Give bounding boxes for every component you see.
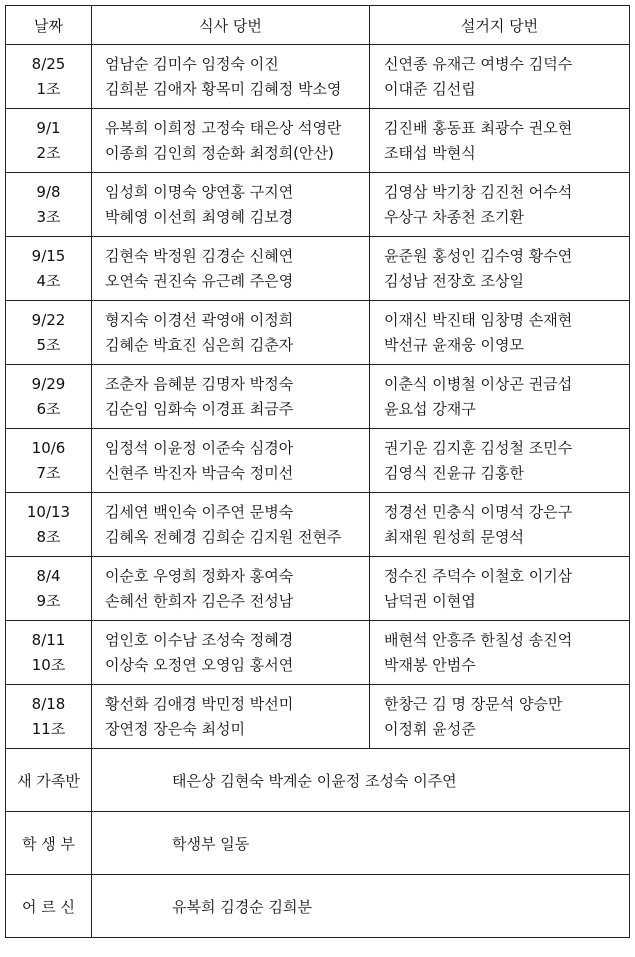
group-date-cell [6, 557, 92, 621]
meal-duty-names: 이순호 우영희 정화자 홍여숙 [105, 566, 294, 585]
meal-duty-cell [92, 237, 370, 301]
dish-duty-names: 김영삼 박기창 김진천 어수석 [384, 182, 573, 201]
group-number: 1조 [36, 79, 61, 98]
dish-duty-names: 남덕권 이현엽 [384, 591, 476, 610]
group-date: 9/1 [36, 118, 61, 137]
group-date-cell [6, 621, 92, 685]
group-date-cell [6, 237, 92, 301]
meal-duty-cell [92, 621, 370, 685]
dish-duty-names: 정경선 민충식 이명석 강은구 [384, 502, 573, 521]
group-row [6, 45, 630, 109]
dish-duty-names: 박선규 윤재웅 이영모 [384, 335, 524, 354]
dish-duty-names: 한창근 김 명 장문석 양승만 [384, 694, 563, 713]
meal-duty-cell [92, 493, 370, 557]
meal-duty-names: 신현주 박진자 박금숙 정미선 [105, 463, 294, 482]
group-number: 2조 [36, 143, 61, 162]
group-date-cell [6, 173, 92, 237]
meal-duty-names: 오연숙 권진숙 유근례 주은영 [105, 271, 294, 290]
group-date-cell [6, 301, 92, 365]
meal-duty-names: 임성희 이명숙 양연홍 구지연 [105, 182, 294, 201]
group-date-cell [6, 45, 92, 109]
dish-duty-cell [370, 429, 630, 493]
dish-duty-names: 김성남 전장호 조상일 [384, 271, 524, 290]
dish-duty-cell [370, 237, 630, 301]
dish-duty-cell [370, 301, 630, 365]
group-date: 9/15 [31, 246, 66, 265]
group-row [6, 301, 630, 365]
dish-duty-names: 김영식 진윤규 김홍한 [384, 463, 524, 482]
meal-duty-names: 이종희 김인희 정순화 최정희(안산) [105, 143, 334, 162]
group-row [6, 365, 630, 429]
dish-duty-names: 우상구 차종천 조기환 [384, 207, 524, 226]
meal-duty-cell [92, 429, 370, 493]
dish-duty-names: 이재신 박진태 임창명 손재현 [384, 310, 573, 329]
dish-duty-names: 박재봉 안범수 [384, 655, 476, 674]
group-date-cell [6, 365, 92, 429]
group-date: 9/29 [31, 374, 66, 393]
meal-duty-cell [92, 173, 370, 237]
group-row [6, 173, 630, 237]
extra-row [6, 875, 630, 938]
meal-duty-cell [92, 45, 370, 109]
dish-duty-cell [370, 365, 630, 429]
extra-members: 유복희 김경순 김희분 [92, 875, 630, 938]
dish-duty-names: 배현석 안흥주 한칠성 송진억 [384, 630, 573, 649]
dish-duty-cell [370, 493, 630, 557]
dish-duty-names: 이대준 김선립 [384, 79, 476, 98]
meal-duty-names: 박혜영 이선희 최영혜 김보경 [105, 207, 294, 226]
group-row [6, 557, 630, 621]
extra-row [6, 749, 630, 812]
dish-duty-cell [370, 109, 630, 173]
dish-duty-names: 조태섭 박현식 [384, 143, 476, 162]
group-number: 7조 [36, 463, 61, 482]
meal-duty-names: 김세연 백인숙 이주연 문병숙 [105, 502, 294, 521]
group-number: 9조 [36, 591, 61, 610]
dish-duty-cell [370, 685, 630, 749]
group-number: 4조 [36, 271, 61, 290]
extra-label: 어 르 신 [6, 875, 92, 938]
dish-duty-names: 정수진 주덕수 이철호 이기삼 [384, 566, 573, 585]
dish-duty-cell [370, 557, 630, 621]
meal-duty-names: 황선화 김애경 박민정 박선미 [105, 694, 294, 713]
dish-duty-names: 권기운 김지훈 김성철 조민수 [384, 438, 573, 457]
group-number: 10조 [31, 655, 66, 674]
header-row [6, 6, 630, 45]
extra-label: 새 가족반 [6, 749, 92, 812]
meal-duty-cell [92, 109, 370, 173]
group-date: 9/22 [31, 310, 66, 329]
meal-duty-names: 이상숙 오정연 오영임 홍서연 [105, 655, 294, 674]
dish-duty-cell [370, 621, 630, 685]
dish-duty-names: 최재원 원성희 문영석 [384, 527, 524, 546]
group-row [6, 237, 630, 301]
group-row [6, 109, 630, 173]
extra-label: 학 생 부 [6, 812, 92, 875]
group-date: 10/6 [31, 438, 66, 457]
meal-duty-names: 손혜선 한희자 김은주 전성남 [105, 591, 294, 610]
roster-body [6, 45, 630, 938]
extra-members: 태은상 김현숙 박계순 이윤정 조성숙 이주연 [92, 749, 630, 812]
header-dish-duty: 설거지 당번 [370, 6, 630, 45]
meal-duty-names: 엄남순 김미수 임정숙 이진 [105, 54, 279, 73]
meal-duty-names: 유복희 이희정 고정숙 태은상 석영란 [105, 118, 342, 137]
meal-duty-cell [92, 365, 370, 429]
dish-duty-names: 김진배 홍동표 최광수 권오현 [384, 118, 573, 137]
group-row [6, 493, 630, 557]
meal-duty-cell [92, 685, 370, 749]
group-date: 8/4 [36, 566, 61, 585]
group-date-cell [6, 429, 92, 493]
group-row [6, 621, 630, 685]
group-date: 8/11 [31, 630, 66, 649]
header-date: 날짜 [6, 6, 92, 45]
meal-duty-names: 김현숙 박정원 김경순 신혜연 [105, 246, 294, 265]
group-date: 8/25 [31, 54, 66, 73]
group-date: 9/8 [36, 182, 61, 201]
dish-duty-names: 신연종 유재근 여병수 김덕수 [384, 54, 573, 73]
meal-duty-names: 김혜옥 전혜경 김희순 김지원 전현주 [105, 527, 342, 546]
meal-duty-names: 조춘자 음혜분 김명자 박정숙 [105, 374, 294, 393]
meal-duty-names: 김혜순 박효진 심은희 김춘자 [105, 335, 294, 354]
group-date: 10/13 [26, 502, 71, 521]
meal-duty-names: 엄인호 이수남 조성숙 정혜경 [105, 630, 294, 649]
extra-row [6, 812, 630, 875]
group-number: 5조 [36, 335, 61, 354]
dish-duty-names: 이정휘 윤성준 [384, 719, 476, 738]
group-number: 11조 [31, 719, 66, 738]
dish-duty-names: 윤요섭 강재구 [384, 399, 476, 418]
dish-duty-cell [370, 173, 630, 237]
meal-duty-cell [92, 301, 370, 365]
extra-members: 학생부 일동 [92, 812, 630, 875]
group-number: 3조 [36, 207, 61, 226]
group-date-cell [6, 109, 92, 173]
dish-duty-names: 윤준원 홍성인 김수영 황수연 [384, 246, 573, 265]
group-date-cell [6, 685, 92, 749]
group-date-cell [6, 493, 92, 557]
group-date: 8/18 [31, 694, 66, 713]
meal-duty-names: 임정석 이윤정 이준숙 심경아 [105, 438, 294, 457]
group-row [6, 429, 630, 493]
group-number: 8조 [36, 527, 61, 546]
meal-duty-names: 김순임 임화숙 이경표 최금주 [105, 399, 294, 418]
duty-roster-table [5, 5, 630, 938]
meal-duty-names: 형지숙 이경선 곽영애 이정희 [105, 310, 294, 329]
meal-duty-cell [92, 557, 370, 621]
meal-duty-names: 장연정 장은숙 최성미 [105, 719, 245, 738]
meal-duty-names: 김희분 김애자 황목미 김혜정 박소영 [105, 79, 342, 98]
group-number: 6조 [36, 399, 61, 418]
group-row [6, 685, 630, 749]
dish-duty-names: 이춘식 이병철 이상곤 권금섭 [384, 374, 573, 393]
header-meal-duty: 식사 당번 [92, 6, 370, 45]
dish-duty-cell [370, 45, 630, 109]
